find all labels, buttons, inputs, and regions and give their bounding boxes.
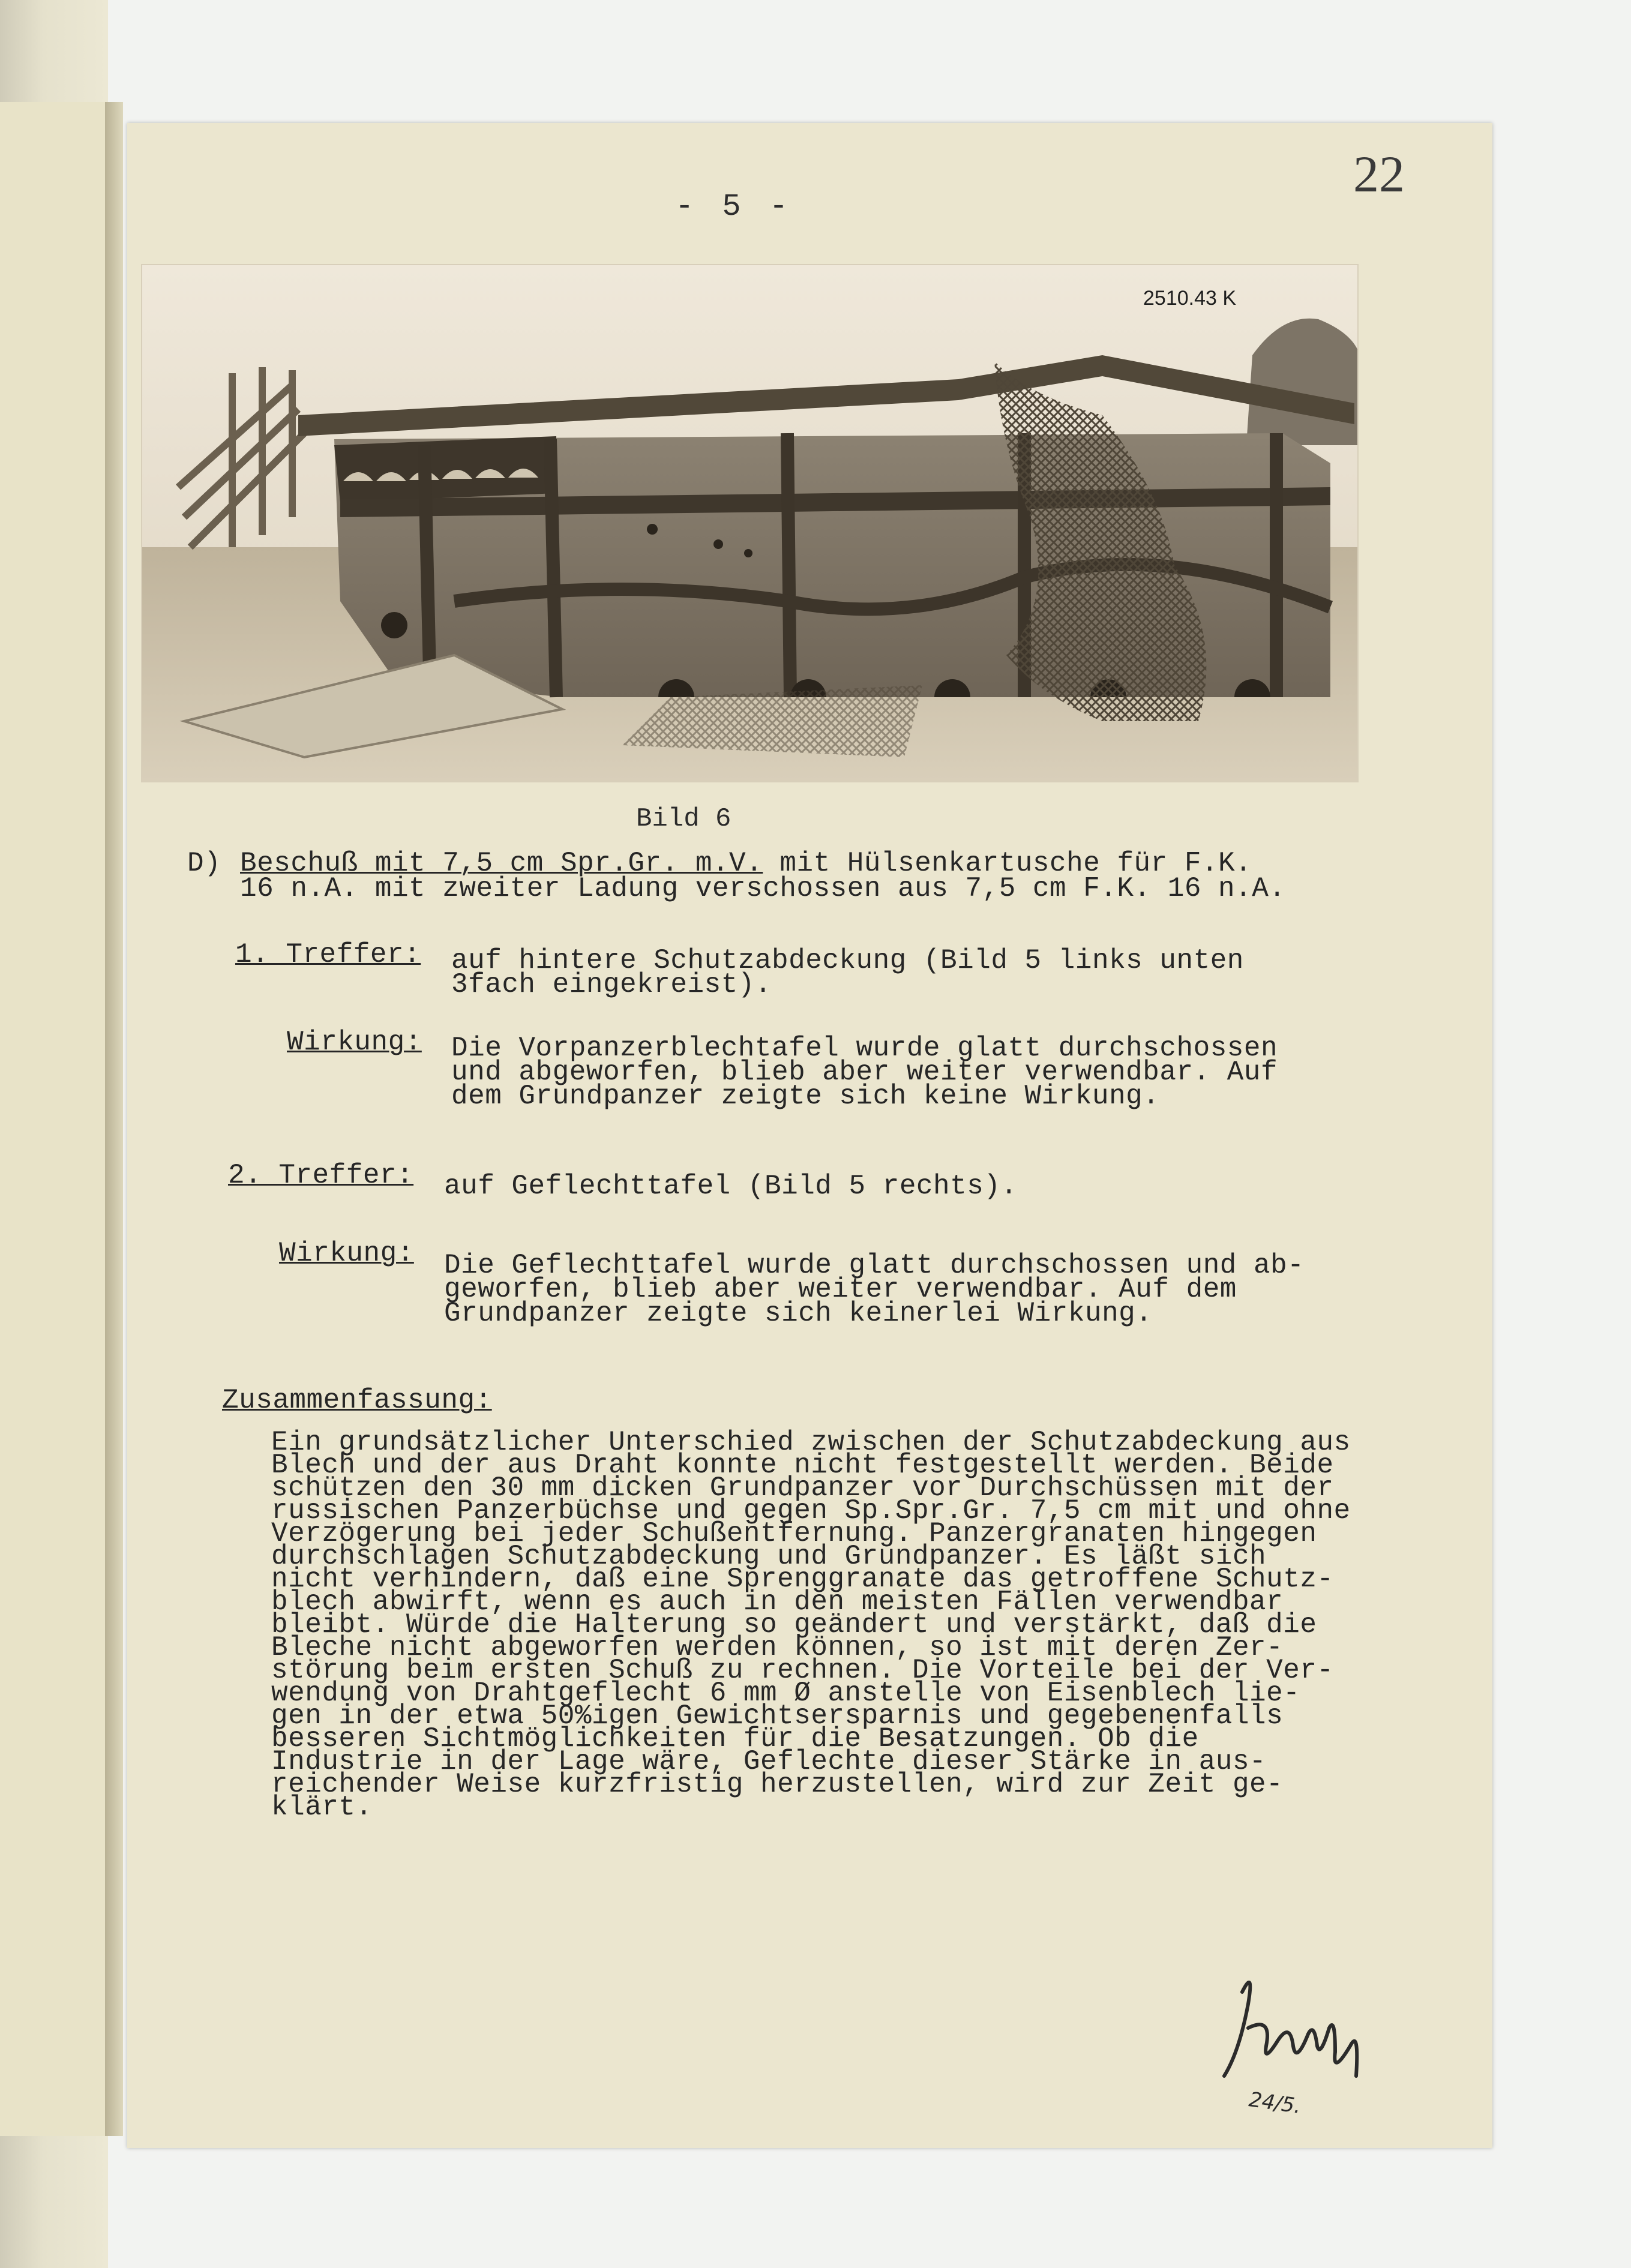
hit2-effect-label: Wirkung:: [279, 1238, 414, 1269]
summary-line: Bleche nicht abgeworfen werden können, so ist mit deren Zer-: [271, 1632, 1284, 1663]
photo-caption: Bild 6: [636, 804, 731, 834]
summary-line: Industrie in der Lage wäre, Geflechte dieser Stärke in aus-: [271, 1746, 1267, 1777]
signature-date: 24/5.: [1247, 2087, 1303, 2119]
section-d-marker: D): [187, 848, 221, 879]
summary-line: gen in der etwa 50%igen Gewichtsersparnis und gegebenenfalls: [271, 1700, 1284, 1732]
summary-line: durchschlagen Schutzabdeckung und Grundpanzer. Es läßt sich: [271, 1541, 1267, 1572]
summary-line: Ein grundsätzlicher Unterschied zwischen der Schutzabdeckung aus: [271, 1427, 1351, 1458]
hit2-effect-line2: geworfen, blieb aber weiter verwendbar. Auf dem: [444, 1274, 1237, 1305]
section-d-heading-rest: mit Hülsenkartusche für F.K.: [763, 848, 1252, 879]
summary-heading: Zusammenfassung:: [222, 1385, 492, 1416]
summary-line: schützen den 30 mm dicken Grundpanzer vor Durchschüssen mit der: [271, 1472, 1334, 1504]
hit2-label: 2. Treffer:: [228, 1160, 414, 1191]
summary-line: nicht verhindern, daß eine Sprenggranate das getroffene Schutz-: [271, 1564, 1334, 1595]
hit2-target-line1: auf Geflechttafel (Bild 5 rechts).: [444, 1171, 1018, 1202]
hit1-target-line2: 3fach eingekreist).: [451, 969, 772, 1000]
summary-line: Blech und der aus Draht konnte nicht festgestellt werden. Beide: [271, 1450, 1334, 1481]
page-number: - 5 -: [675, 189, 793, 224]
folio-number: 22: [1353, 145, 1405, 203]
section-d-line2: 16 n.A. mit zweiter Ladung verschossen aus 7,5 cm F.K. 16 n.A.: [240, 873, 1286, 904]
handwritten-signature: [1206, 1956, 1386, 2124]
hit1-effect-line2: und abgeworfen, blieb aber weiter verwendbar. Auf: [451, 1057, 1278, 1088]
hit1-effect-line1: Die Vorpanzerblechtafel wurde glatt durchschossen: [451, 1033, 1278, 1064]
summary-line: klärt.: [271, 1792, 373, 1823]
hit2-effect-line1: Die Geflechttafel wurde glatt durchschossen und ab-: [444, 1250, 1305, 1281]
hit1-effect-line3: dem Grundpanzer zeigte sich keine Wirkung.: [451, 1081, 1160, 1112]
section-d-heading: [240, 848, 1252, 879]
hit2-effect-line3: Grundpanzer zeigte sich keinerlei Wirkung.: [444, 1298, 1153, 1329]
summary-line: bleibt. Würde die Halterung so geändert und verstärkt, daß die: [271, 1609, 1317, 1640]
summary-line: störung beim ersten Schuß zu rechnen. Die Vorteile bei der Ver-: [271, 1655, 1334, 1686]
photo-illustration: [142, 265, 1357, 781]
summary-line: blech abwirft, wenn es auch in den meisten Fällen verwendbar: [271, 1586, 1284, 1618]
photograph: [141, 264, 1359, 782]
summary-line: besseren Sichtmöglichkeiten für die Besatzungen. Ob die: [271, 1723, 1199, 1754]
section-d-heading-underlined: Beschuß mit 7,5 cm Spr.Gr. m.V.: [240, 848, 763, 879]
binding-gutter: [105, 102, 123, 2136]
hit1-label: 1. Treffer:: [235, 939, 421, 970]
hit1-target-line1: auf hintere Schutzabdeckung (Bild 5 links unten: [451, 945, 1244, 976]
summary-line: russischen Panzerbüchse und gegen Sp.Spr.Gr. 7,5 cm mit und ohne: [271, 1495, 1351, 1526]
previous-page-edge: [0, 102, 107, 2136]
photo-id-label: 2510.43 K: [1143, 287, 1237, 310]
summary-line: wendung von Drahtgeflecht 6 mm Ø anstelle von Eisenblech lie-: [271, 1678, 1300, 1709]
summary-line: Verzögerung bei jeder Schußentfernung. Panzergranaten hingegen: [271, 1518, 1317, 1549]
hit1-effect-label: Wirkung:: [287, 1027, 422, 1058]
summary-line: reichender Weise kurzfristig herzustellen, wird zur Zeit ge-: [271, 1769, 1284, 1800]
